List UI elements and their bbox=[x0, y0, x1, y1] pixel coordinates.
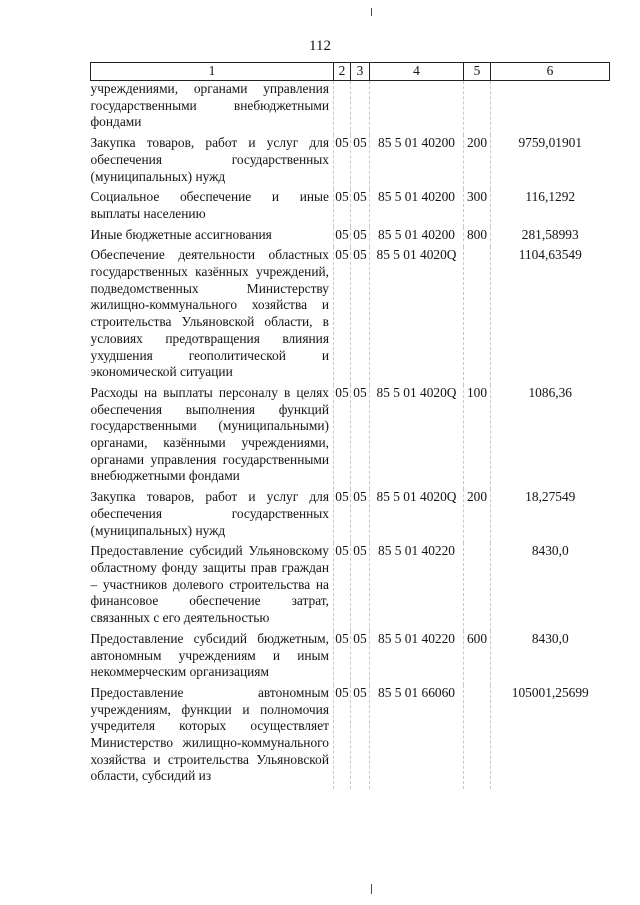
expense-type-cell bbox=[464, 81, 491, 136]
amount-cell: 8430,0 bbox=[531, 543, 569, 559]
table-row bbox=[91, 227, 610, 248]
row-name-cell: Предоставление субсидий Ульяновскому областному фонду защиты прав граждан – участников долевого строительства на финансовое обеспечение затрат, связанных с его деятельностью bbox=[90, 543, 329, 626]
row-name-cell: Иные бюджетные ассигнования bbox=[90, 226, 272, 242]
header-cell-3: 3 bbox=[351, 63, 370, 81]
header-cell-2: 2 bbox=[334, 63, 351, 81]
subsection-cell: 05 bbox=[353, 630, 367, 646]
expense-type-cell bbox=[464, 543, 491, 631]
table-row bbox=[91, 247, 610, 385]
row-name-cell: Закупка товаров, работ и услуг для обеспечения государственных (муниципальных) нужд bbox=[90, 489, 329, 538]
subsection-cell: 05 bbox=[353, 135, 367, 151]
header-cell-4: 4 bbox=[370, 63, 464, 81]
section-cell: 05 bbox=[335, 543, 349, 559]
subsection-cell: 05 bbox=[353, 226, 367, 242]
amount-cell: 105001,25699 bbox=[511, 684, 589, 700]
row-name-cell: Обеспечение деятельности областных государственных казённых учреждений, подведомственных Министерству жилищно-коммунального хозяйства и строительства Ульяновской области, в условиях предотвращения влияния ухудшения геополитической и экономической ситуации bbox=[90, 247, 329, 380]
row-name-cell: Социальное обеспечение и иные выплаты населению bbox=[90, 189, 329, 221]
target-article-cell: 85 5 01 66060 bbox=[378, 684, 455, 700]
section-cell: 05 bbox=[335, 684, 349, 700]
row-name-cell: учреждениями, органами управления государственными внебюджетными фондами bbox=[90, 81, 329, 130]
amount-cell: 18,27549 bbox=[525, 489, 576, 505]
table-row bbox=[91, 543, 610, 631]
target-article-cell: 85 5 01 40200 bbox=[378, 189, 455, 205]
section-cell: 05 bbox=[335, 384, 349, 400]
expense-type-cell: 600 bbox=[466, 630, 488, 646]
target-article-cell: 85 5 01 40200 bbox=[378, 226, 455, 242]
target-article-cell: 85 5 01 40200 bbox=[378, 135, 455, 151]
section-cell: 05 bbox=[335, 489, 349, 505]
section-cell: 05 bbox=[335, 247, 349, 263]
table-row bbox=[91, 189, 610, 226]
table-row bbox=[91, 81, 610, 136]
target-article-cell: 85 5 01 4020Q bbox=[376, 384, 457, 400]
expense-type-cell: 200 bbox=[466, 135, 488, 151]
table-row bbox=[91, 489, 610, 543]
target-article-cell: 85 5 01 40220 bbox=[378, 543, 455, 559]
scan-mark-top bbox=[371, 8, 372, 16]
section-cell: 05 bbox=[335, 189, 349, 205]
table-row bbox=[91, 135, 610, 189]
amount-cell: 1104,63549 bbox=[518, 247, 582, 263]
row-name-cell: Предоставление автономным учреждениям, функции и полномочия учредителя которых осуществляет Министерство жилищно-коммунального хозяйства и строительства Ульяновской области, субсидий из bbox=[90, 684, 329, 784]
expense-type-cell: 800 bbox=[466, 226, 488, 242]
section-cell: 05 bbox=[335, 630, 349, 646]
table-header-row bbox=[91, 63, 610, 81]
amount-cell bbox=[491, 81, 610, 136]
page-number: 112 bbox=[309, 38, 331, 54]
section-cell bbox=[334, 81, 351, 136]
target-article-cell bbox=[370, 81, 464, 136]
subsection-cell bbox=[351, 81, 370, 136]
expense-type-cell: 300 bbox=[466, 189, 488, 205]
table-row bbox=[91, 631, 610, 685]
amount-cell: 9759,01901 bbox=[518, 135, 583, 151]
amount-cell: 116,1292 bbox=[525, 189, 576, 205]
subsection-cell: 05 bbox=[353, 247, 367, 263]
expense-type-cell: 200 bbox=[466, 489, 488, 505]
target-article-cell: 85 5 01 4020Q bbox=[376, 489, 457, 505]
table-row bbox=[91, 385, 610, 489]
expense-type-cell: 100 bbox=[466, 384, 488, 400]
amount-cell: 281,58993 bbox=[521, 226, 579, 242]
scan-mark-bottom bbox=[371, 884, 372, 894]
expense-type-cell bbox=[464, 247, 491, 385]
expense-type-cell bbox=[464, 685, 491, 789]
header-cell-6: 6 bbox=[491, 63, 610, 81]
subsection-cell: 05 bbox=[353, 384, 367, 400]
amount-cell: 1086,36 bbox=[528, 384, 573, 400]
row-name-cell: Предоставление субсидий бюджетным, автономным учреждениям и иным некоммерческим организациям bbox=[90, 630, 329, 680]
section-cell: 05 bbox=[335, 226, 349, 242]
row-name-cell: Расходы на выплаты персоналу в целях обеспечения выполнения функций государственными (муниципальными) органами, казёнными учреждениями, органами управления государственными внебюджетными фондами bbox=[90, 384, 329, 484]
header-cell-5: 5 bbox=[464, 63, 491, 81]
amount-cell: 8430,0 bbox=[531, 630, 569, 646]
budget-table bbox=[90, 62, 610, 789]
subsection-cell: 05 bbox=[353, 489, 367, 505]
subsection-cell: 05 bbox=[353, 684, 367, 700]
row-name-cell: Закупка товаров, работ и услуг для обеспечения государственных (муниципальных) нужд bbox=[90, 135, 329, 184]
table-row bbox=[91, 685, 610, 789]
target-article-cell: 85 5 01 40220 bbox=[378, 630, 455, 646]
target-article-cell: 85 5 01 4020Q bbox=[376, 247, 457, 263]
subsection-cell: 05 bbox=[353, 543, 367, 559]
subsection-cell: 05 bbox=[353, 189, 367, 205]
header-cell-1: 1 bbox=[91, 63, 334, 81]
section-cell: 05 bbox=[335, 135, 349, 151]
